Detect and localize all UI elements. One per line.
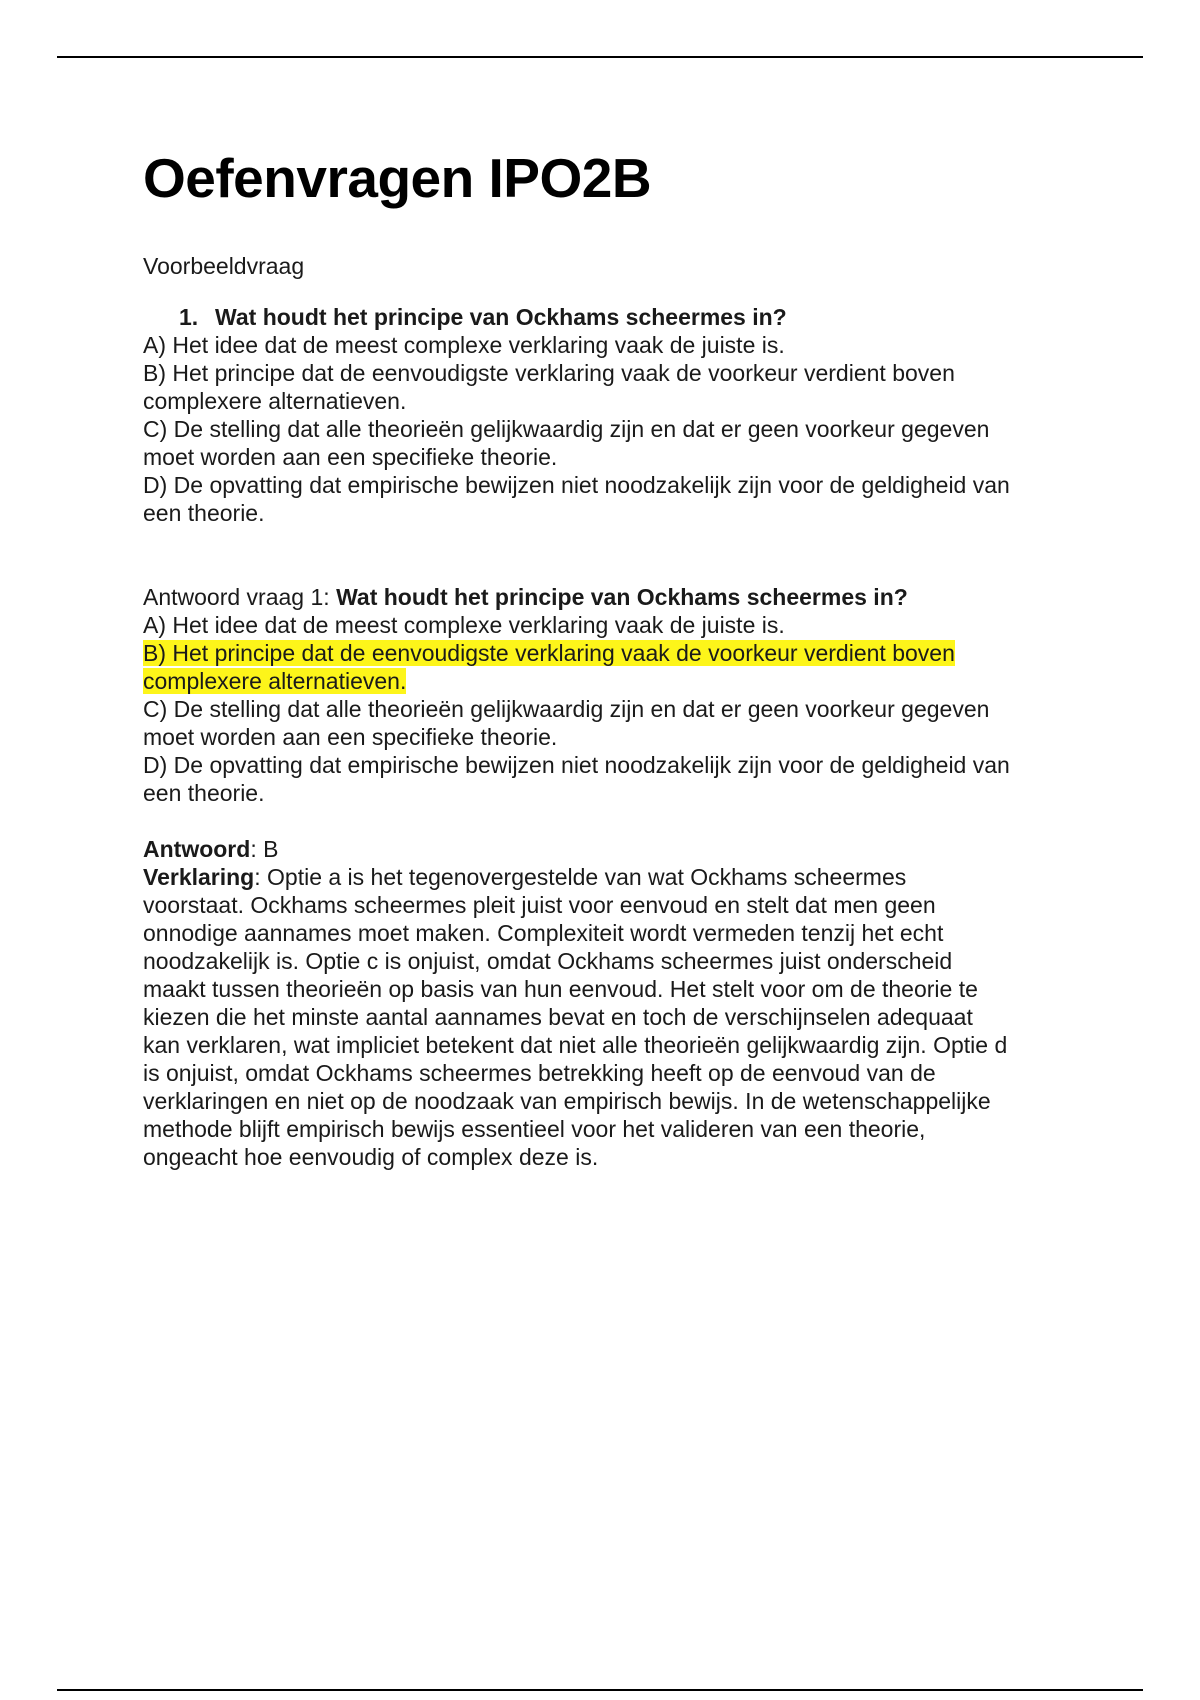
highlighted-line: B) Het principe dat de eenvoudigste verklaring vaak de voorkeur verdient boven xyxy=(143,640,955,666)
option-line: A) Het idee dat de meest complexe verklaring vaak de juiste is. xyxy=(143,612,785,638)
question-title xyxy=(143,303,1063,331)
explanation-line: verklaringen en niet op de noodzaak van empirisch bewijs. In de wetenschappelijke xyxy=(143,1088,991,1114)
explanation xyxy=(143,863,1063,1171)
header-rule xyxy=(57,56,1143,58)
option-a xyxy=(143,331,1063,359)
option-line: D) De opvatting dat empirische bewijzen niet noodzakelijk zijn voor de geldigheid van xyxy=(143,752,1010,778)
answer-heading-prefix: Antwoord vraag 1: xyxy=(143,584,337,610)
answer-option-c xyxy=(143,695,1063,751)
option-b xyxy=(143,359,1063,415)
answer-heading-question: Wat houdt het principe van Ockhams scheermes in? xyxy=(336,584,908,610)
explanation-line: ongeacht hoe eenvoudig of complex deze is. xyxy=(143,1144,599,1170)
option-line: een theorie. xyxy=(143,500,265,526)
answer-option-a xyxy=(143,611,1063,639)
explanation-line: is onjuist, omdat Ockhams scheermes betrekking heeft op de eenvoud van de xyxy=(143,1060,936,1086)
option-line: complexere alternatieven. xyxy=(143,388,407,414)
highlighted-line: complexere alternatieven. xyxy=(143,668,407,694)
option-c xyxy=(143,415,1063,471)
option-line: D) De opvatting dat empirische bewijzen niet noodzakelijk zijn voor de geldigheid van xyxy=(143,472,1010,498)
footer-rule xyxy=(57,1689,1143,1691)
answer-option-b-highlighted xyxy=(143,639,1063,695)
option-line: moet worden aan een specifieke theorie. xyxy=(143,444,558,470)
explanation-line: : Optie a is het tegenovergestelde van wat Ockhams scheermes xyxy=(254,864,907,890)
option-line: C) De stelling dat alle theorieën gelijkwaardig zijn en dat er geen voorkeur gegeven xyxy=(143,696,990,722)
question-options xyxy=(143,331,1063,527)
explanation-line: kan verklaren, wat impliciet betekent dat niet alle theorieën gelijkwaardig zijn. Optie d xyxy=(143,1032,1008,1058)
answer-line xyxy=(143,835,1063,863)
explanation-line: voorstaat. Ockhams scheermes pleit juist voor eenvoud en stelt dat men geen xyxy=(143,892,936,918)
option-d xyxy=(143,471,1063,527)
explanation-line: methode blijft empirisch bewijs essentieel voor het valideren van een theorie, xyxy=(143,1116,926,1142)
explanation-line: maakt tussen theorieën op basis van hun eenvoud. Het stelt voor om de theorie te xyxy=(143,976,978,1002)
question-number: 1. xyxy=(179,304,199,330)
option-line: een theorie. xyxy=(143,780,265,806)
intro-text: Voorbeeldvraag xyxy=(143,253,305,279)
explanation-label: Verklaring xyxy=(143,864,255,890)
answer-heading xyxy=(143,583,1063,611)
explanation-line: kiezen die het minste aantal aannames bevat en toch de verschijnselen adequaat xyxy=(143,1004,973,1030)
document-title: Oefenvragen IPO2B xyxy=(143,147,652,209)
answer-label: Antwoord xyxy=(143,836,251,862)
option-line: A) Het idee dat de meest complexe verklaring vaak de juiste is. xyxy=(143,332,785,358)
option-line: B) Het principe dat de eenvoudigste verklaring vaak de voorkeur verdient boven xyxy=(143,360,955,386)
explanation-line: noodzakelijk is. Optie c is onjuist, omdat Ockhams scheermes juist onderscheid xyxy=(143,948,953,974)
answer-value: : B xyxy=(250,836,279,862)
option-line: C) De stelling dat alle theorieën gelijkwaardig zijn en dat er geen voorkeur gegeven xyxy=(143,416,990,442)
answer-option-d xyxy=(143,751,1063,807)
explanation-line: onnodige aannames moet maken. Complexiteit wordt vermeden tenzij het echt xyxy=(143,920,944,946)
question-text: Wat houdt het principe van Ockhams scheermes in? xyxy=(215,304,787,330)
document-page xyxy=(143,140,1063,1171)
answer-options xyxy=(143,611,1063,807)
option-line: moet worden aan een specifieke theorie. xyxy=(143,724,558,750)
